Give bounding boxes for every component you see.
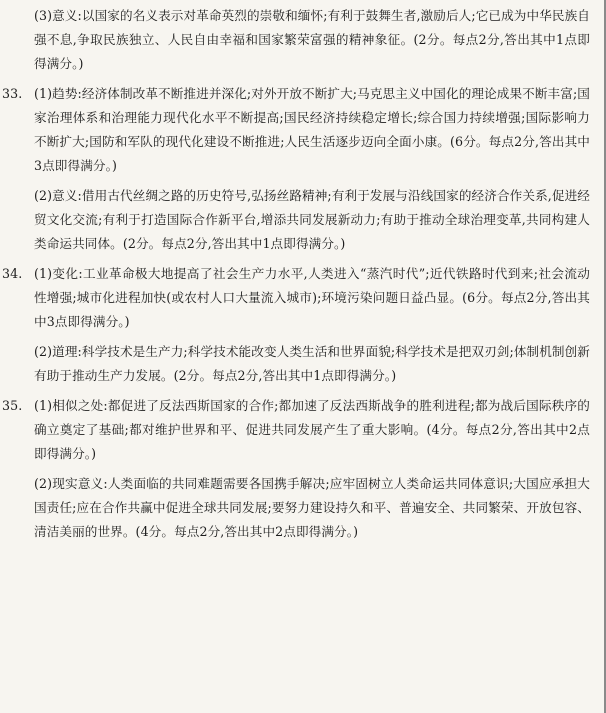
q34-part2-text: (2)道理:科学技术是生产力;科学技术能改变人类生活和世界面貌;科学技术是把双刃剑;体制机制创新有助于推动生产力发展。(2分。每点2分,答出其中1点即得满分。) xyxy=(34,344,590,383)
q35-block xyxy=(0,394,600,544)
q35-part2-text: (2)现实意义:人类面临的共同难题需要各国携手解决;应牢固树立人类命运共同体意识;大国应承担大国责任;应在合作共赢中促进全球共同发展;要努力建设持久和平、普遍安全、共同繁荣、开放包容、清洁美丽的世界。(4分。每点2分,答出其中2点即得满分。) xyxy=(34,476,590,539)
q33-number: 33. xyxy=(2,86,23,101)
q34-block xyxy=(0,262,600,388)
q35-number: 35. xyxy=(2,398,23,413)
q34-part1-text: (1)变化:工业革命极大地提高了社会生产力水平,人类进入“蒸汽时代”;近代铁路时代到来;社会流动性增强;城市化进程加快(或农村人口大量流入城市);环境污染问题日益凸显。(6分。每点2分,答出其中3点即得满分。) xyxy=(34,266,590,329)
q33-part2-text: (2)意义:借用古代丝绸之路的历史符号,弘扬丝路精神;有利于发展与沿线国家的经济合作关系,促进经贸文化交流;有利于打造国际合作新平台,增添共同发展新动力;有助于推动全球治理变革,共同构建人类命运共同体。(2分。每点2分,答出其中1点即得满分。) xyxy=(34,188,590,251)
q34-number: 34. xyxy=(2,266,23,281)
q32-part3-text: (3)意义:以国家的名义表示对革命英烈的崇敬和缅怀;有利于鼓舞生者,激励后人;它已成为中华民族自强不息,争取民族独立、人民自由幸福和国家繁荣富强的精神象征。(2分。每点2分,答出其中1点即得满分。) xyxy=(34,8,590,71)
q32-part3-block xyxy=(0,4,600,76)
answer-content xyxy=(0,4,600,544)
q33-part1-text: (1)趋势:经济体制改革不断推进并深化;对外开放不断扩大;马克思主义中国化的理论成果不断丰富;国家治理体系和治理能力现代化水平不断提高;国民经济持续稳定增长;综合国力持续增强;国际影响力不断扩大;国防和军队的现代化建设不断推进;人民生活逐步迈向全面小康。(6分。每点2分,答出其中3点即得满分。) xyxy=(34,86,590,173)
q35-part1-text: (1)相似之处:都促进了反法西斯国家的合作;都加速了反法西斯战争的胜利进程;都为战后国际秩序的确立奠定了基础;都对维护世界和平、促进共同发展产生了重大影响。(4分。每点2分,答出其中2点即得满分。) xyxy=(34,398,590,461)
q33-block xyxy=(0,82,600,256)
